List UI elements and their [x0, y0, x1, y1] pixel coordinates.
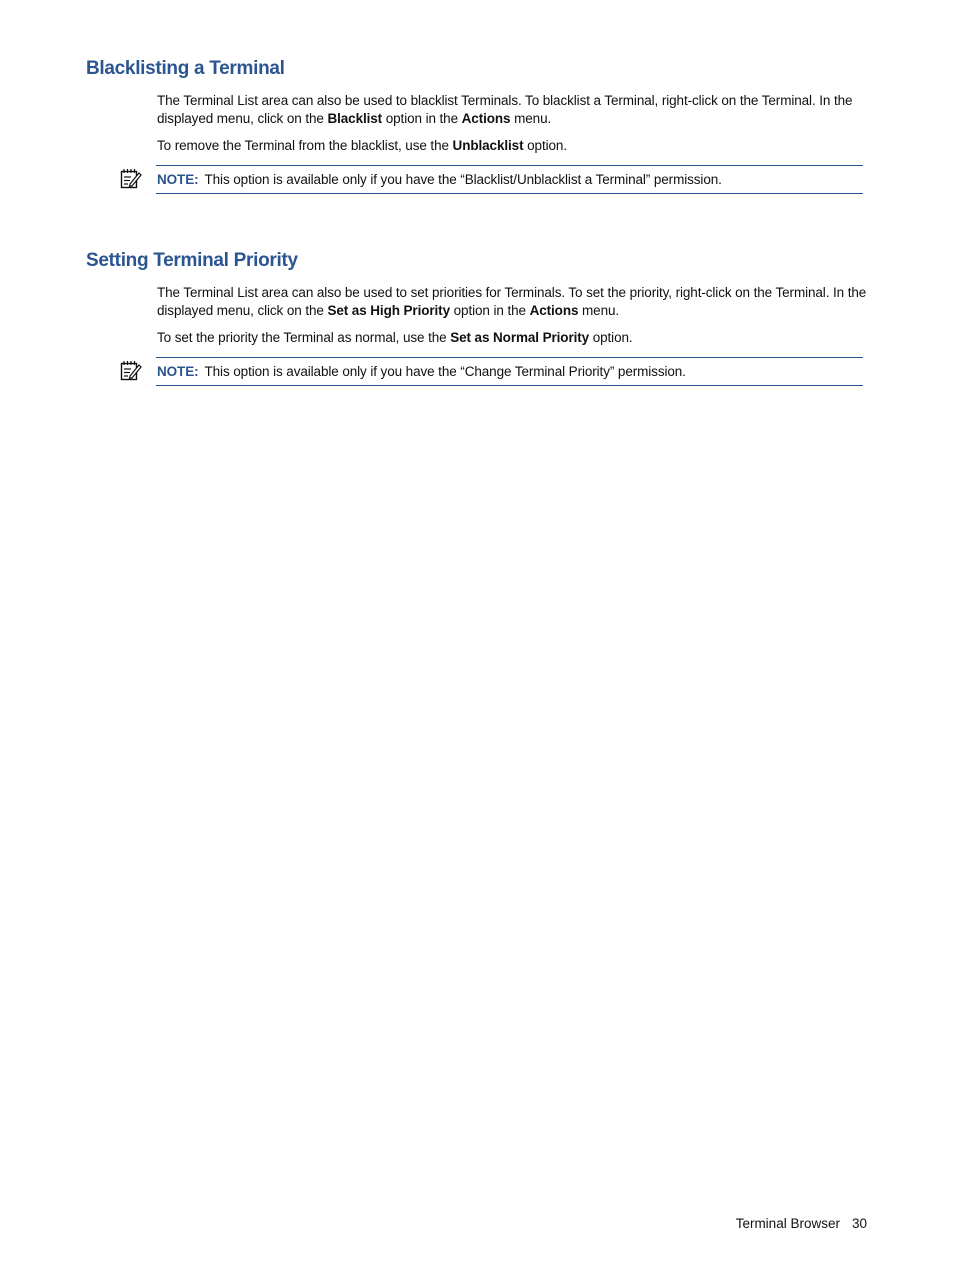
note-icon: [120, 360, 142, 382]
unblacklist-paragraph: To remove the Terminal from the blacklist, use the Unblacklist option.: [157, 138, 567, 153]
note-label: NOTE:: [157, 172, 199, 187]
footer-section-title: Terminal Browser: [735, 1216, 840, 1231]
normal-priority-paragraph: To set the priority the Terminal as normal, use the Set as Normal Priority option.: [157, 330, 633, 345]
page-footer: [736, 1216, 867, 1231]
priority-paragraph: The Terminal List area can also be used to set priorities for Terminals. To set the priority, right-click on the Terminal. In the displayed menu, click on the Set as High Priority option in the Actions menu.: [157, 285, 867, 318]
note-box-priority: [156, 357, 863, 386]
page-number: 30: [851, 1216, 867, 1231]
blacklist-paragraph: The Terminal List area can also be used to blacklist Terminals. To blacklist a Terminal, right-click on the Terminal. In the displayed menu, click on the Blacklist option in the Actions menu.: [157, 93, 853, 126]
section-heading-blacklisting: Blacklisting a Terminal: [86, 58, 285, 79]
section-heading-priority: Setting Terminal Priority: [86, 250, 298, 271]
note-box-blacklist: [156, 165, 863, 194]
note-text: NOTE: This option is available only if you have the “Change Terminal Priority” permission.: [157, 364, 686, 379]
note-icon: [120, 168, 142, 190]
note-text: NOTE: This option is available only if you have the “Blacklist/Unblacklist a Terminal” permission.: [157, 172, 722, 187]
note-label: NOTE:: [157, 364, 199, 379]
